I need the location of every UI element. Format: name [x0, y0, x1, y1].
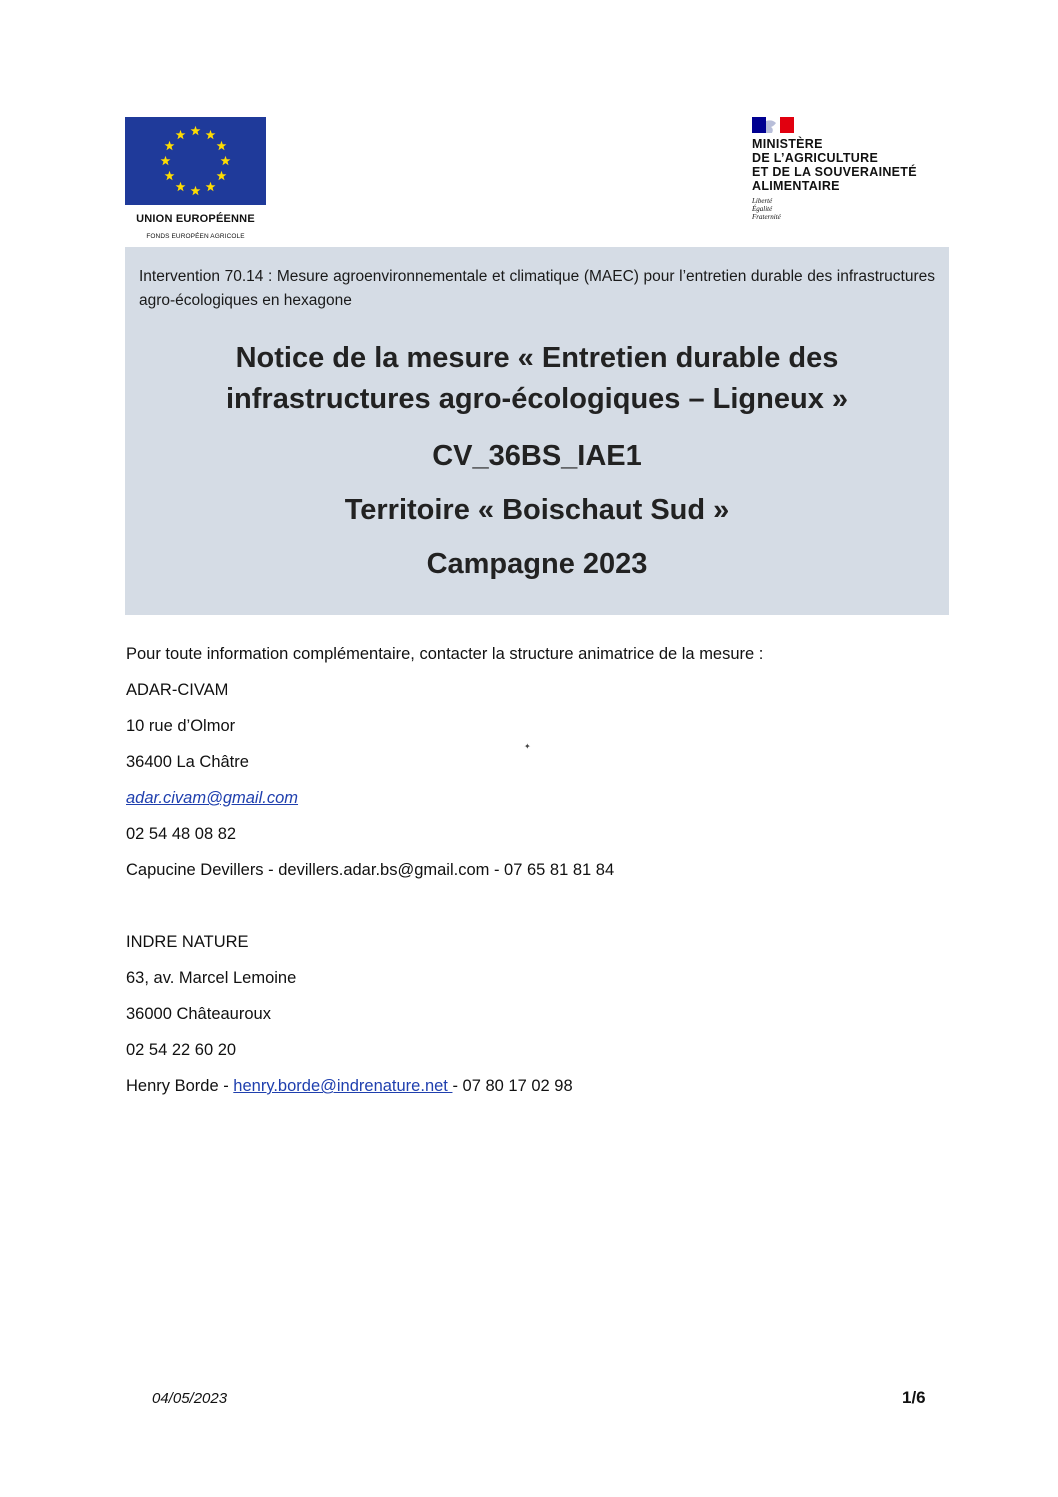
motto-line: Fraternité [752, 213, 781, 221]
ministry-name-line: ALIMENTAIRE [752, 179, 840, 193]
campaign-title: Campagne 2023 [426, 548, 648, 580]
email-link[interactable]: henry.borde@indrenature.net [233, 1077, 453, 1095]
email-link[interactable]: adar.civam@gmail.com [126, 789, 299, 807]
territory-title: Territoire « Boischaut Sud » [344, 494, 730, 526]
org-phone: 02 54 48 08 82 [126, 825, 237, 843]
eu-flag-icon [125, 117, 266, 205]
org-phone: 02 54 22 60 20 [126, 1041, 237, 1059]
ministry-logo [752, 117, 952, 221]
eu-logo [125, 117, 266, 240]
notice-title [139, 338, 935, 420]
org-street: 63, av. Marcel Lemoine [126, 969, 297, 987]
org-name: INDRE NATURE [126, 933, 249, 951]
motto-line: Liberté [752, 197, 773, 205]
ministry-name-line: DE L’AGRICULTURE [752, 151, 879, 165]
measure-code: CV_36BS_IAE1 [432, 440, 642, 472]
contact-person-name: Henry Borde - [126, 1077, 234, 1095]
ministry-name-line: ET DE LA SOUVERAINETÉ [752, 165, 917, 179]
contact-person-phone: - 07 80 17 02 98 [452, 1077, 573, 1095]
eu-name: UNION EUROPÉENNE [136, 213, 255, 225]
contacts-section [126, 642, 946, 1110]
org-city: 36000 Châteauroux [126, 1005, 271, 1023]
marianne-flag-icon [752, 117, 794, 133]
intervention-text: Intervention 70.14 : Mesure agroenvironnementale et climatique (MAEC) pour l’entretien durable des infrastructures agro-écologiques en hexagone [139, 268, 935, 309]
org-name: ADAR-CIVAM [126, 681, 229, 699]
contact-person [126, 1074, 946, 1110]
notice-title-line: Notice de la mesure « Entretien durable des [235, 342, 839, 374]
org-city: 36400 La Châtre [126, 753, 249, 771]
title-box [125, 247, 949, 615]
contacts-intro: Pour toute information complémentaire, contacter la structure animatrice de la mesure : [126, 645, 764, 663]
notice-title-line: infrastructures agro-écologiques – Ligneux » [225, 383, 849, 415]
stray-mark: ✦ [524, 742, 531, 751]
footer-date: 04/05/2023 [152, 1390, 228, 1407]
page-number: 1/6 [902, 1388, 926, 1407]
motto-line: Égalité [752, 205, 773, 213]
republic-motto [752, 197, 952, 221]
ministry-name [752, 137, 952, 193]
contact-person: Capucine Devillers - devillers.adar.bs@gmail.com - 07 65 81 81 84 [126, 861, 615, 879]
org-street: 10 rue d’Olmor [126, 717, 236, 735]
eu-fund-name: FONDS EUROPÉEN AGRICOLE [146, 233, 245, 240]
ministry-name-line: MINISTÈRE [752, 137, 823, 151]
